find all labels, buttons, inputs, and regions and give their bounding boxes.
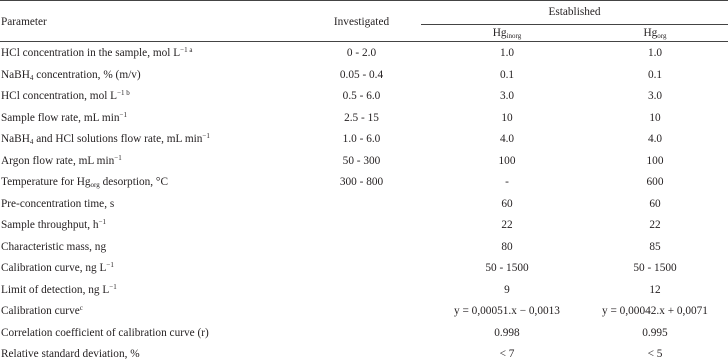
row-investigated: 50 - 300 xyxy=(342,155,381,167)
row-hg-inorg: 3.0 xyxy=(499,90,515,102)
row-hg-org: 50 - 1500 xyxy=(633,262,677,274)
table-top-rule xyxy=(0,0,728,1)
row-parameter xyxy=(1,197,114,211)
row-hg-inorg: 1.0 xyxy=(499,47,515,59)
subscript: 4 xyxy=(29,138,34,146)
parameter-text: Sample throughput, h xyxy=(1,219,99,231)
superscript: −1 xyxy=(106,261,114,269)
row-parameter xyxy=(1,154,122,168)
row-investigated: 0.5 - 6.0 xyxy=(342,90,381,102)
superscript: −1 b xyxy=(117,89,130,97)
row-hg-org: 1.0 xyxy=(647,47,663,59)
row-hg-org: 60 xyxy=(649,198,661,210)
row-parameter xyxy=(1,283,117,297)
row-investigated: 1.0 - 6.0 xyxy=(342,133,381,145)
parameter-text: NaBH xyxy=(1,133,30,145)
row-hg-inorg: 4.0 xyxy=(499,133,515,145)
row-hg-org: 12 xyxy=(649,284,661,296)
row-parameter xyxy=(1,218,106,232)
row-investigated: 0.05 - 0.4 xyxy=(339,69,384,81)
row-investigated: 300 - 800 xyxy=(339,176,384,188)
parameter-text: Characteristic mass, ng xyxy=(1,241,107,253)
parameter-text: HCl concentration in the sample, mol L xyxy=(1,47,181,59)
superscript: −1 xyxy=(114,154,122,162)
row-hg-inorg: y = 0,00051.x − 0,0013 xyxy=(454,305,560,317)
parameter-text: Calibration curve xyxy=(1,305,80,317)
row-parameter xyxy=(1,326,209,340)
row-hg-org: 100 xyxy=(646,155,664,167)
row-hg-inorg: 9 xyxy=(504,284,510,296)
superscript: −1 xyxy=(202,132,210,140)
row-hg-inorg: 22 xyxy=(501,219,513,231)
row-hg-org: 600 xyxy=(646,176,664,188)
row-hg-inorg: 60 xyxy=(501,198,513,210)
subscript: 4 xyxy=(29,74,34,82)
header-hg-org-sub: org xyxy=(657,32,667,40)
established-group-rule xyxy=(421,24,728,25)
row-parameter xyxy=(1,111,127,125)
row-parameter xyxy=(1,240,106,254)
row-hg-inorg: < 7 xyxy=(499,348,515,360)
parameter-text: desorption, °C xyxy=(99,176,168,188)
parameter-text: Calibration curve, ng L xyxy=(1,262,107,274)
header-established: Established xyxy=(548,6,601,18)
superscript: −1 a xyxy=(180,46,193,54)
header-investigated: Investigated xyxy=(333,16,390,28)
parameter-text: Limit of detection, ng L xyxy=(1,284,110,296)
parameter-text: and HCl solutions flow rate, mL min xyxy=(33,133,203,145)
row-hg-org: 0.1 xyxy=(647,69,663,81)
row-parameter xyxy=(1,89,130,103)
row-hg-inorg: - xyxy=(505,176,509,188)
row-hg-org: y = 0,00042.x + 0,0071 xyxy=(602,305,708,317)
row-hg-inorg: 0.998 xyxy=(494,327,520,339)
row-parameter xyxy=(1,304,83,318)
row-hg-org: 4.0 xyxy=(647,133,663,145)
row-hg-inorg: 80 xyxy=(501,241,513,253)
row-parameter xyxy=(1,132,210,146)
subscript: org xyxy=(90,181,100,189)
superscript: −1 xyxy=(119,111,127,119)
header-parameter: Parameter xyxy=(1,16,47,28)
row-hg-org: 22 xyxy=(649,219,661,231)
header-hg-inorg-sub: inorg xyxy=(506,32,522,40)
parameter-text: Sample flow rate, mL min xyxy=(1,112,120,124)
row-investigated: 2.5 - 15 xyxy=(344,112,379,124)
row-parameter xyxy=(1,175,168,189)
superscript: −1 xyxy=(109,283,117,291)
header-hg-org-base: Hg xyxy=(643,27,658,39)
superscript: c xyxy=(79,304,83,312)
row-parameter xyxy=(1,261,114,275)
header-hg-inorg xyxy=(432,26,582,40)
parameter-text: Argon flow rate, mL min xyxy=(1,155,115,167)
row-hg-org: 85 xyxy=(649,241,661,253)
row-hg-inorg: 100 xyxy=(498,155,516,167)
parameter-text: Pre-concentration time, s xyxy=(1,198,115,210)
row-hg-org: < 5 xyxy=(647,348,663,360)
row-hg-inorg: 10 xyxy=(501,112,513,124)
parameter-text: NaBH xyxy=(1,69,30,81)
row-hg-org: 3.0 xyxy=(647,90,663,102)
row-parameter xyxy=(1,347,140,361)
superscript: −1 xyxy=(98,218,107,226)
parameter-text: concentration, % (m/v) xyxy=(33,69,141,81)
row-hg-inorg: 50 - 1500 xyxy=(485,262,529,274)
row-parameter xyxy=(1,68,141,82)
row-hg-inorg: 0.1 xyxy=(499,69,515,81)
parameter-text: Correlation coefficient of calibration curve (r) xyxy=(1,327,209,339)
header-hg-org xyxy=(580,26,728,40)
parameter-text: HCl concentration, mol L xyxy=(1,90,118,102)
header-hg-inorg-base: Hg xyxy=(492,27,507,39)
header-bottom-rule xyxy=(0,41,728,42)
row-investigated: 0 - 2.0 xyxy=(346,47,377,59)
parameter-text: Relative standard deviation, % xyxy=(1,348,140,360)
parameter-text: Temperature for Hg xyxy=(1,176,91,188)
row-parameter xyxy=(1,46,192,60)
row-hg-org: 10 xyxy=(649,112,661,124)
row-hg-org: 0.995 xyxy=(642,327,668,339)
